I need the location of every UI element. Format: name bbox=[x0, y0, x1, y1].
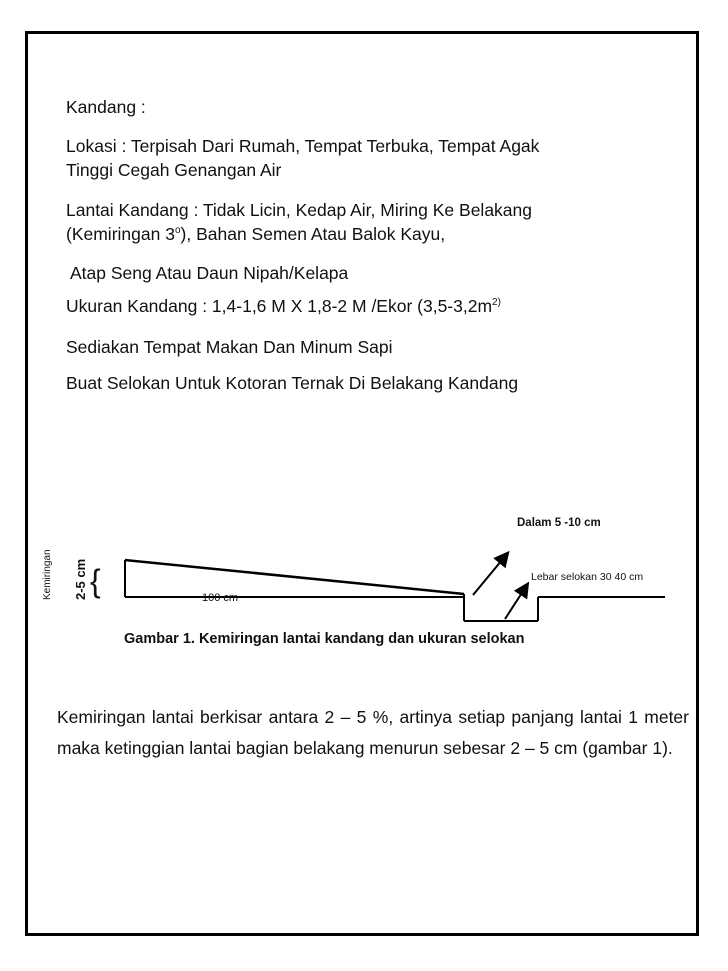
depth-label: Dalam 5 -10 cm bbox=[517, 517, 601, 529]
depth-arrow bbox=[473, 554, 507, 595]
kemiringan-label: Kemiringan bbox=[42, 549, 53, 600]
ukuran-line bbox=[66, 296, 666, 317]
length-label: 100 cm bbox=[202, 592, 239, 604]
height-brace: { bbox=[90, 563, 101, 599]
lantai-line-2 bbox=[66, 224, 666, 245]
width-arrow bbox=[505, 585, 527, 619]
lantai-line-2-b: ), Bahan Semen Atau Balok Kayu, bbox=[180, 224, 446, 244]
degree-superscript: o bbox=[174, 225, 181, 237]
ukuran-line-text: Ukuran Kandang : 1,4-1,6 M X 1,8-2 M /Ekor (3,5-3,2m bbox=[66, 296, 493, 316]
sloped-floor-line bbox=[125, 560, 464, 594]
lantai-line-2-a: (Kemiringan 3 bbox=[66, 224, 175, 244]
selokan-line: Buat Selokan Untuk Kotoran Ternak Di Belakang Kandang bbox=[66, 373, 519, 393]
ukuran-superscript: 2) bbox=[492, 297, 501, 309]
height-label: 2-5 cm bbox=[73, 558, 88, 600]
width-label: Lebar selokan 30 40 cm bbox=[531, 571, 644, 583]
floor-slope-diagram bbox=[30, 505, 690, 655]
explanation-paragraph: Kemiringan lantai berkisar antara 2 – 5 %, artinya setiap panjang lantai 1 meter maka ketinggian lantai bagian belakang menurun sebesar 2 – 5 cm (gambar 1). bbox=[57, 707, 689, 758]
sediakan-line: Sediakan Tempat Makan Dan Minum Sapi bbox=[66, 337, 393, 357]
atap-line: Atap Seng Atau Daun Nipah/Kelapa bbox=[70, 263, 349, 283]
figure-caption: Gambar 1. Kemiringan lantai kandang dan ukuran selokan bbox=[124, 631, 525, 647]
lokasi-line-2: Tinggi Cegah Genangan Air bbox=[66, 160, 282, 180]
heading-kandang: Kandang : bbox=[66, 97, 146, 117]
lokasi-line-1: Lokasi : Terpisah Dari Rumah, Tempat Terbuka, Tempat Agak bbox=[66, 136, 540, 156]
lantai-line-1: Lantai Kandang : Tidak Licin, Kedap Air, Miring Ke Belakang bbox=[66, 200, 532, 220]
